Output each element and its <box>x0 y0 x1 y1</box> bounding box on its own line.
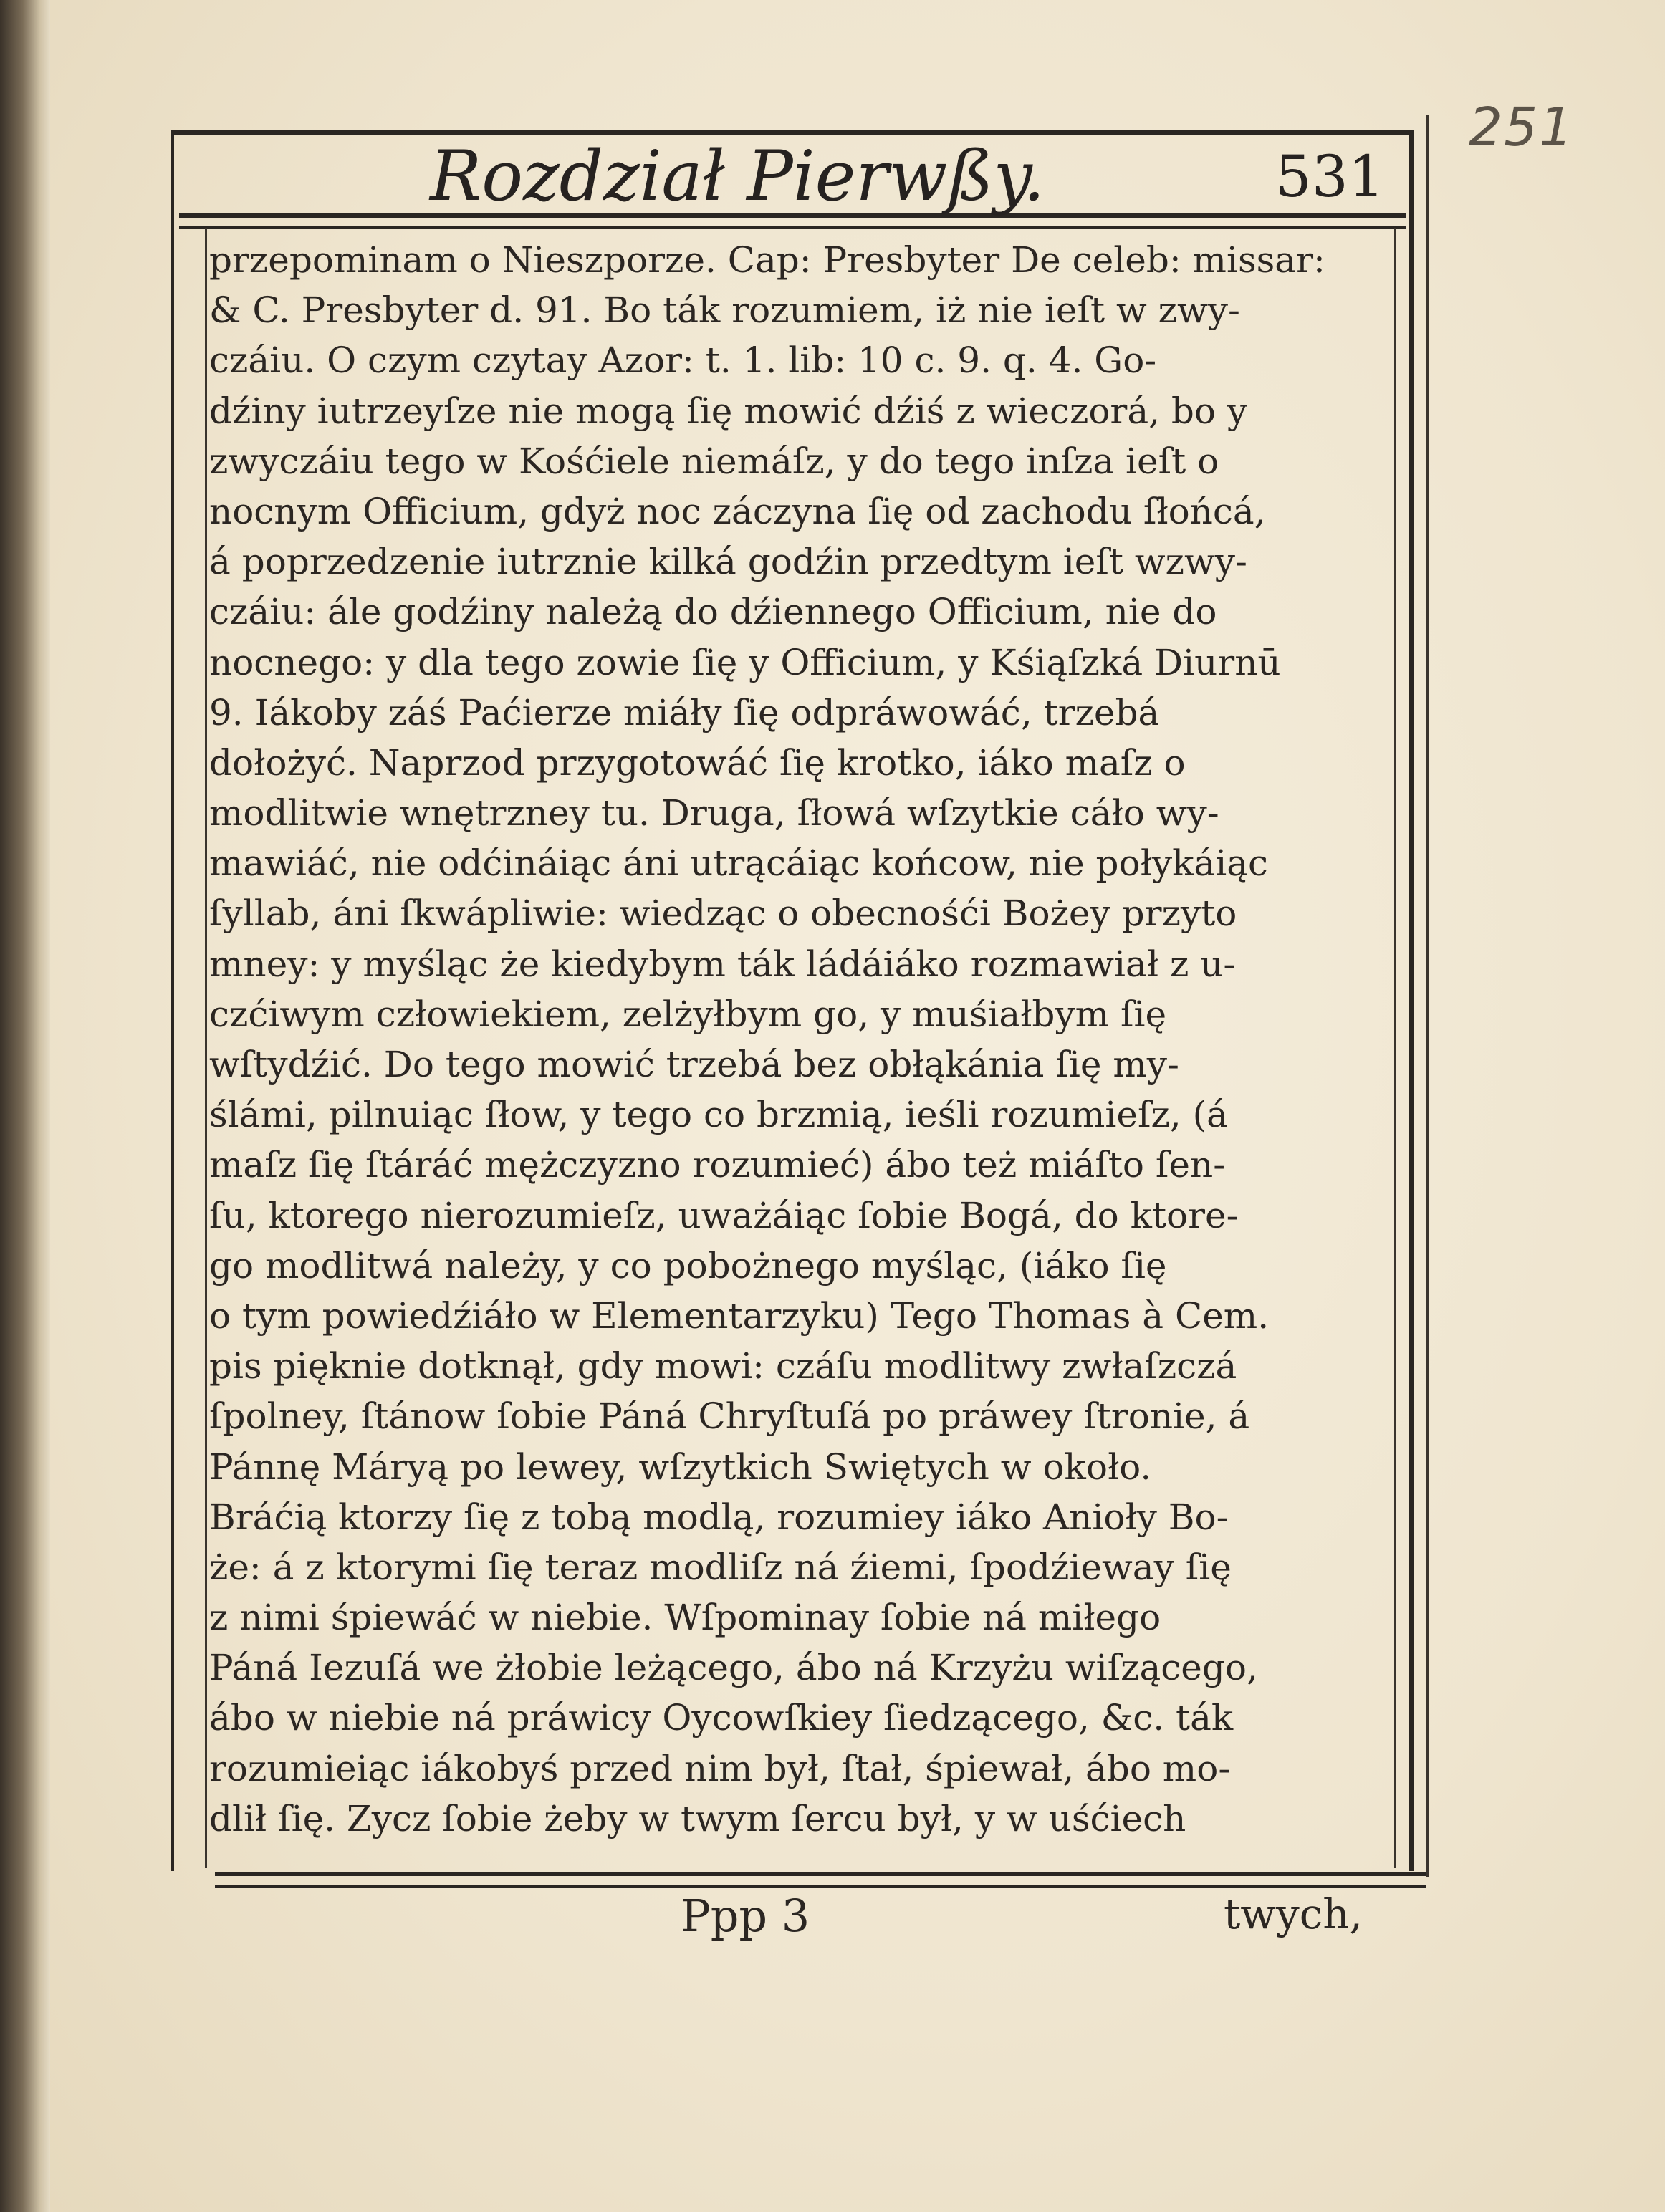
text-line: wſtydźić. Do tego mowić trzebá bez obłąkánia ſię my- <box>209 1044 1179 1085</box>
book-gutter <box>0 0 50 2212</box>
frame-bottom-rule-secondary <box>215 1885 1426 1888</box>
text-line: że: á z ktorymi ſię teraz modliſz ná źiemi, ſpodźieway ſię <box>209 1546 1232 1588</box>
text-line: rozumieiąc iákobyś przed nim był, ſtał, śpiewał, ábo mo- <box>209 1747 1231 1789</box>
text-line: dlił ſię. Zycz ſobie żeby w twym ſercu był, y w uśćiech <box>209 1797 1186 1840</box>
text-line: Páná Iezuſá we żłobie leżącego, ábo ná Krzyżu wiſzącego, <box>209 1647 1258 1689</box>
text-line: maſz ſię ſtáráć mężczyzno rozumieć) ábo też miáſto ſen- <box>209 1144 1226 1186</box>
text-line: czáiu: ále godźiny należą do dźiennego Officium, nie do <box>209 591 1217 633</box>
manuscript-page-number: 251 <box>1469 97 1575 158</box>
frame-inner-left-rule <box>205 228 207 1868</box>
folio-number: 531 <box>1275 143 1385 210</box>
text-line: 9. Iákoby záś Paćierze miáły ſię odpráwowáć, trzebá <box>209 691 1160 734</box>
text-line: á poprzedzenie iutrznie kilká godźin przedtym ieſt wzwy- <box>209 541 1247 583</box>
text-line: dźiny iutrzeyſze nie mogą ſię mowić dźiś z wieczorá, bo y <box>209 390 1248 432</box>
text-line: Bráćią ktorzy ſię z tobą modlą, rozumiey iáko Anioły Bo- <box>209 1496 1229 1538</box>
text-line: pis pięknie dotknął, gdy mowi: czáſu modlitwy zwłaſzczá <box>209 1345 1237 1388</box>
text-line: dołożyć. Naprzod przygotowáć ſię krotko, iáko maſz o <box>209 741 1186 784</box>
text-line: czćiwym człowiekiem, zelżyłbym go, y muśiałbym ſię <box>209 993 1167 1035</box>
catchword: twych, <box>1224 1890 1363 1938</box>
text-line: przepominam o Nieszporze. Cap: Presbyter De celeb: missar: <box>209 239 1325 281</box>
text-line: o tym powiedźiáło w Elementarzyku) Tego Thomas à Cem. <box>209 1294 1270 1337</box>
text-line: zwyczáiu tego w Kośćiele niemáſz, y do tego inſza ieſt o <box>209 440 1219 482</box>
text-line: nocnym Officium, gdyż noc záczyna ſię od zachodu ſłońcá, <box>209 490 1266 532</box>
frame-bottom-rule <box>215 1872 1426 1876</box>
text-line: ſu, ktorego nierozumieſz, uważáiąc ſobie Bogá, do ktore- <box>209 1194 1239 1236</box>
text-line: mney: y myśląc że kiedybym ták ládáiáko rozmawiał z u- <box>209 943 1236 985</box>
body-text <box>209 235 1393 1844</box>
frame-right-edge-rule <box>1426 115 1429 1877</box>
text-line: ſyllab, áni ſkwápliwie: wiedząc o obecnośći Bożey przyto <box>209 893 1237 935</box>
text-line: ábo w niebie ná práwicy Oycowſkiey ſiedzącego, &c. ták <box>209 1697 1234 1739</box>
text-line: ślámi, pilnuiąc ſłow, y tego co brzmią, ieśli rozumieſz, (á <box>209 1094 1228 1136</box>
text-line: modlitwie wnętrzney tu. Druga, ſłowá wſzytkie cáło wy- <box>209 792 1219 835</box>
header-rule-secondary <box>179 226 1406 229</box>
running-head: Rozdział Pierwßy. <box>430 136 1045 216</box>
text-line: nocnego: y dla tego zowie ſię y Officium, y Kśiąſzká Diurnū <box>209 641 1281 683</box>
text-line: go modlitwá należy, y co pobożnego myśląc, (iáko ſię <box>209 1244 1167 1287</box>
frame-inner-right-rule <box>1394 228 1396 1868</box>
signature-mark: Ppp 3 <box>681 1890 810 1942</box>
text-line: z nimi śpiewáć w niebie. Wſpominay ſobie ná miłego <box>209 1597 1161 1639</box>
text-line: Pánnę Máryą po lewey, wſzytkich Swiętych w około. <box>209 1446 1152 1488</box>
text-line: czáiu. O czym czytay Azor: t. 1. lib: 10 c. 9. q. 4. Go- <box>209 340 1157 382</box>
text-line: mawiáć, nie odćináiąc áni utrącáiąc końcow, nie połykáiąc <box>209 842 1269 885</box>
text-line: & C. Presbyter d. 91. Bo ták rozumiem, iż nie ieſt w zwy- <box>209 289 1240 332</box>
text-line: ſpolney, ſtánow ſobie Páná Chryſtuſá po práwey ſtronie, á <box>209 1395 1250 1438</box>
